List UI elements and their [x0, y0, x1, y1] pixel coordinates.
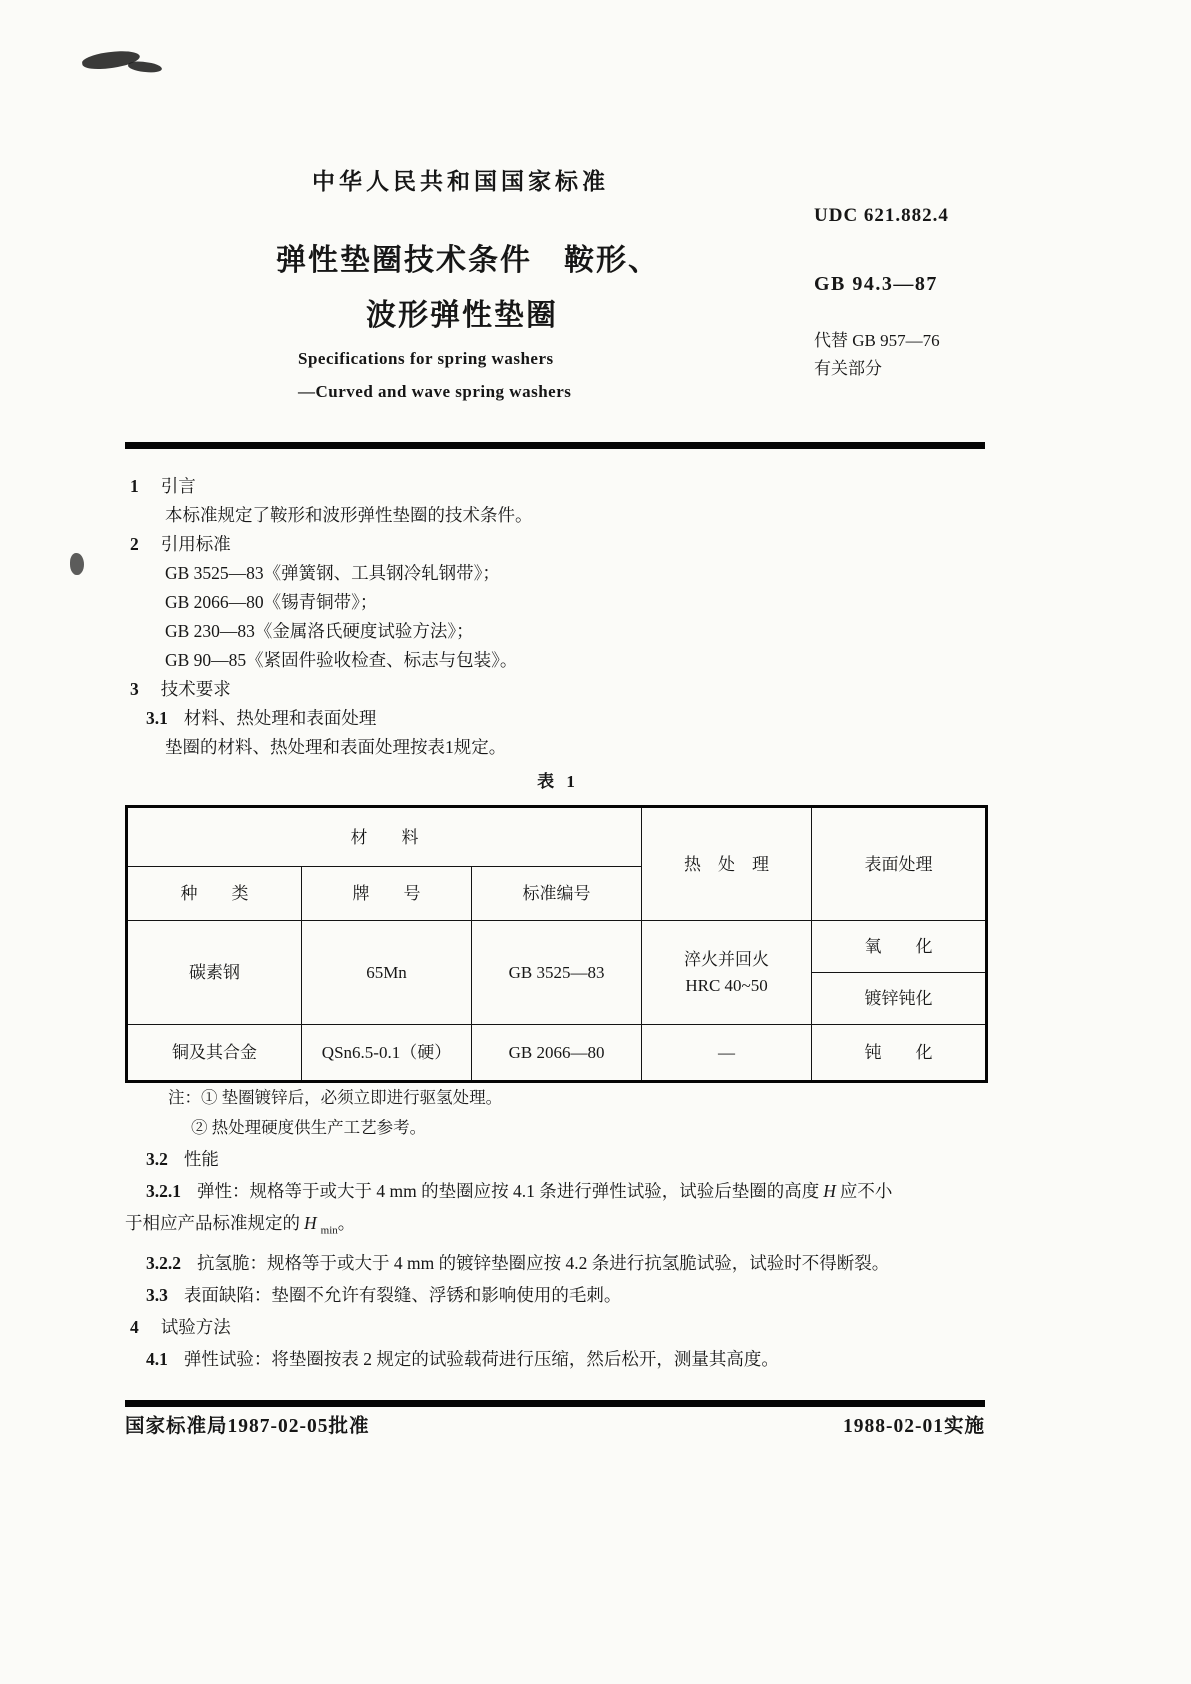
- footer-divider-rule: [125, 1400, 985, 1407]
- english-title-line2: —Curved and wave spring washers: [298, 382, 572, 401]
- height-symbol: H: [823, 1181, 836, 1201]
- section-3-number: 3: [130, 679, 139, 699]
- section-3-title: 技术要求: [160, 679, 231, 699]
- section-3-2-2-text: 抗氢脆：规格等于或大于 4 mm 的镀锌垫圈应按 4.2 条进行抗氢脆试验，试验时不得断裂。: [197, 1252, 890, 1273]
- cell-grade-copper: QSn6.5-0.1（硬）: [302, 1025, 472, 1082]
- section-2-number: 2: [130, 534, 139, 554]
- reference-item: GB 230—83《金属洛氏硬度试验方法》；: [165, 621, 474, 641]
- cell-surface-oxidized: 氧 化: [812, 921, 987, 973]
- replaces-line1: 代替 GB 957—76: [814, 331, 940, 350]
- section-3-3-text: 表面缺陷：垫圈不允许有裂缝、浮锈和影响使用的毛刺。: [183, 1284, 622, 1305]
- col-header-standard-no: 标准编号: [472, 867, 642, 921]
- replaces-line2: 有关部分: [814, 359, 882, 378]
- section-3-2-2-number: 3.2.2: [146, 1252, 181, 1273]
- document-body: [125, 472, 991, 1375]
- section-3-2-1-line1: [125, 1175, 991, 1207]
- header-divider-rule: [125, 442, 985, 449]
- document-title-line2: 波形弹性垫圈: [366, 299, 558, 332]
- section-3-1-number: 3.1: [146, 708, 168, 728]
- col-header-grade: 牌 号: [302, 867, 472, 921]
- heat-treatment-line2: HRC 40~50: [685, 975, 768, 995]
- cell-kind-carbon: 碳素钢: [127, 921, 302, 1025]
- section-3-1-heading: [125, 704, 991, 733]
- english-title: [298, 342, 571, 408]
- section-4-1: [125, 1343, 991, 1375]
- cell-surface-passivated: 钝 化: [812, 1025, 987, 1082]
- implementation-date: 1988-02-01实施: [843, 1416, 985, 1437]
- udc-number: UDC 621.882.4: [814, 205, 949, 226]
- section-4-1-text: 弹性试验：将垫圈按表 2 规定的试验载荷进行压缩，然后松开，测量其高度。: [183, 1348, 779, 1369]
- col-header-kind: 种 类: [127, 867, 302, 921]
- section-4-number: 4: [130, 1316, 139, 1337]
- table-row-carbon-steel: [127, 921, 987, 973]
- section-3-2-2: [125, 1247, 991, 1279]
- standard-number: GB 94.3—87: [814, 273, 938, 295]
- section-3-2-1-period: 。: [337, 1213, 356, 1233]
- table1-note-2: ② 热处理硬度供生产工艺参考。: [191, 1118, 427, 1137]
- cell-heat-copper: —: [642, 1025, 812, 1082]
- section-3-2-heading: [125, 1143, 991, 1175]
- section-3-2-1-text-end: 应不小: [839, 1181, 893, 1201]
- replaces-note: [814, 327, 940, 383]
- section-1-title: 引言: [160, 476, 196, 496]
- section-1-number: 1: [130, 476, 139, 496]
- section-4-title: 试验方法: [160, 1316, 231, 1337]
- approval-date: 国家标准局1987-02-05批准: [125, 1416, 370, 1437]
- scan-artifact: [128, 60, 163, 73]
- cell-grade-carbon: 65Mn: [302, 921, 472, 1025]
- reference-item: GB 90—85《紧固件验收检查、标志与包装》。: [165, 650, 518, 670]
- section-3-1-title: 材料、热处理和表面处理: [183, 708, 377, 728]
- section-3-2-number: 3.2: [146, 1149, 168, 1169]
- section-2-title: 引用标准: [160, 534, 231, 554]
- table1-header-row-1: [127, 807, 987, 867]
- table-row-copper-alloy: [127, 1025, 987, 1082]
- scan-artifact: [70, 553, 84, 575]
- section-2-heading: [125, 530, 991, 559]
- section-3-2-1-line2: [125, 1207, 991, 1247]
- cell-heat-carbon: [642, 921, 812, 1025]
- section-4-heading: [125, 1311, 991, 1343]
- table1: [125, 805, 988, 1083]
- table1-note-1: 注：① 垫圈镀锌后，必须立即进行驱氢处理。: [168, 1088, 503, 1107]
- section-4-1-number: 4.1: [146, 1348, 168, 1369]
- section-3-2-1-number: 3.2.1: [146, 1181, 181, 1201]
- col-header-material: 材 料: [127, 807, 642, 867]
- section-3-3: [125, 1279, 991, 1311]
- cell-kind-copper: 铜及其合金: [127, 1025, 302, 1082]
- document-title-line1: 弹性垫圈技术条件 鞍形、: [276, 244, 660, 277]
- reference-item: GB 3525—83《弹簧钢、工具钢冷轧钢带》；: [165, 563, 500, 583]
- document-footer: [125, 1410, 985, 1438]
- reference-item: GB 2066—80《锡青铜带》；: [165, 592, 378, 612]
- heat-treatment-line1: 淬火并回火: [684, 949, 770, 969]
- section-1-body: 本标准规定了鞍形和波形弹性垫圈的技术条件。: [165, 505, 533, 525]
- section-3-2-1-continuation: 于相应产品标准规定的: [125, 1213, 300, 1233]
- section-3-1-body: 垫圈的材料、热处理和表面处理按表1规定。: [165, 737, 507, 757]
- standard-type-heading: 中华人民共和国国家标准: [312, 169, 609, 194]
- col-header-heat-treatment: 热 处 理: [642, 807, 812, 921]
- hmin-symbol: H: [304, 1213, 317, 1233]
- english-title-line1: Specifications for spring washers: [298, 349, 554, 368]
- cell-surface-zinc-passivated: 镀锌钝化: [812, 973, 987, 1025]
- section-3-heading: [125, 675, 991, 704]
- col-header-surface-treatment: 表面处理: [812, 807, 987, 921]
- section-3-3-number: 3.3: [146, 1284, 168, 1305]
- cell-standard-carbon: GB 3525—83: [472, 921, 642, 1025]
- section-3-2-title: 性能: [183, 1149, 219, 1169]
- cell-standard-copper: GB 2066—80: [472, 1025, 642, 1082]
- section-1-heading: [125, 472, 991, 501]
- table1-caption: 表 1: [537, 772, 579, 791]
- hmin-subscript: min: [320, 1224, 338, 1237]
- section-3-2-1-text: 弹性：规格等于或大于 4 mm 的垫圈应按 4.1 条进行弹性试验，试验后垫圈的高度: [197, 1181, 820, 1201]
